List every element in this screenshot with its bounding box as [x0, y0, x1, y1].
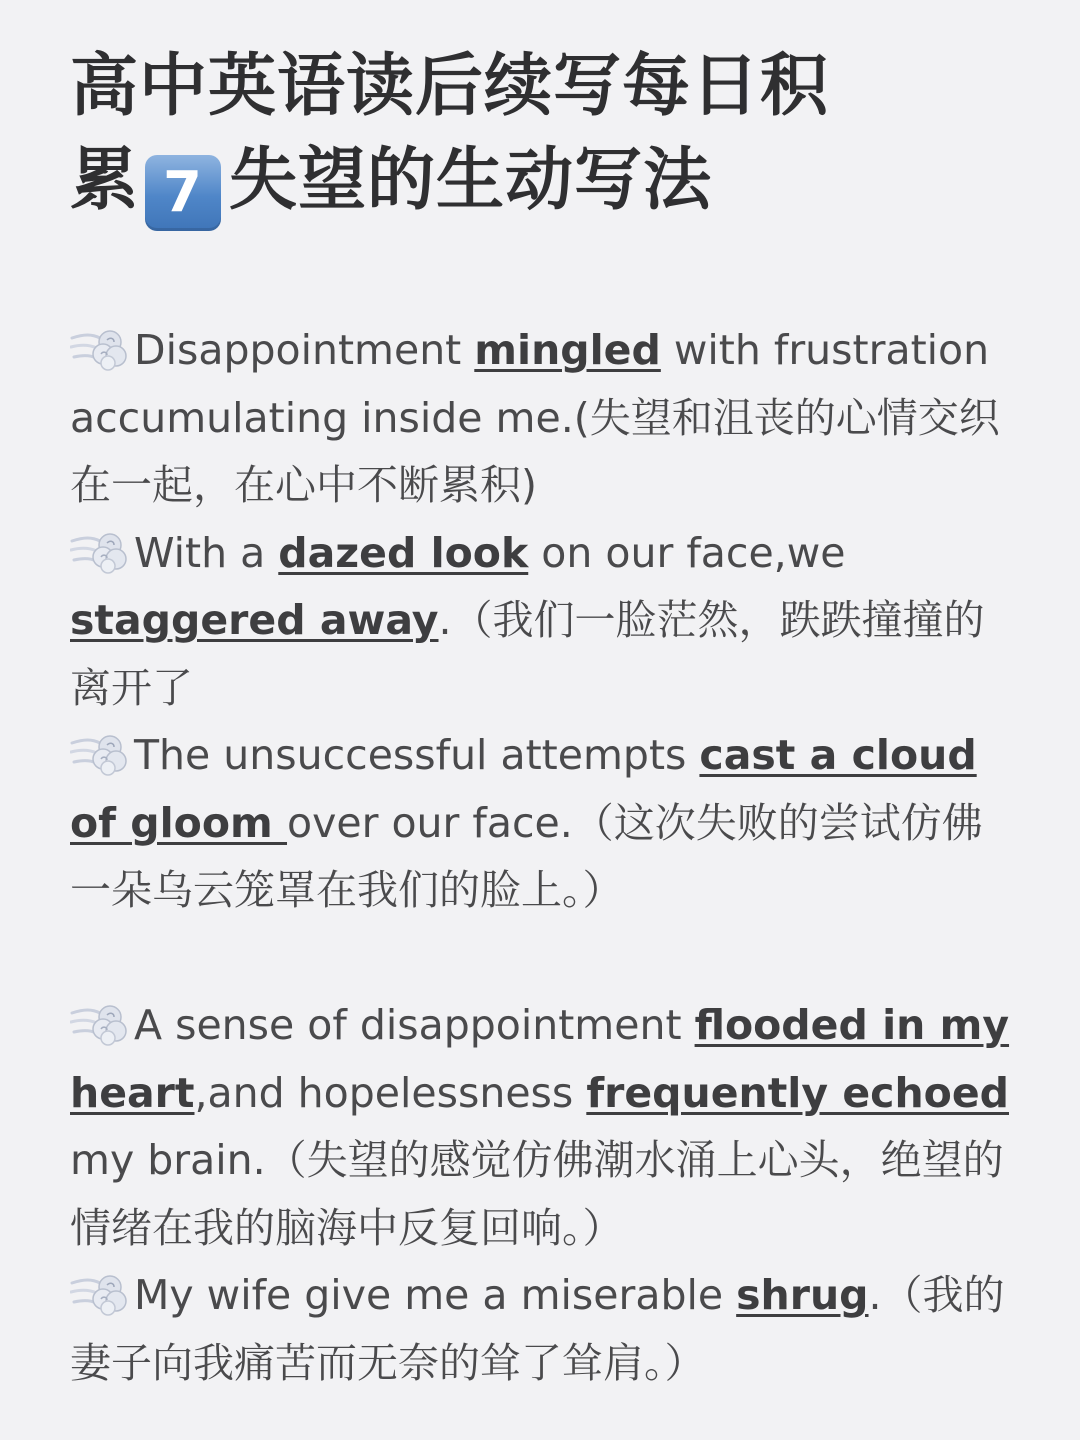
title-line-1: 高中英语读后续写每日积 [70, 47, 830, 126]
dashing-away-icon [70, 729, 128, 777]
sentence-text: .（我的妻子向我痛苦而无奈的耸了耸肩。） [70, 1271, 1005, 1387]
sentence-list [70, 317, 1020, 1397]
sentence-text: A sense of disappointment [134, 1001, 695, 1049]
note-content [70, 40, 1020, 1397]
key-phrase: flooded in my heart [70, 1001, 1010, 1117]
dashing-away-icon [70, 1269, 128, 1317]
sentence-text: The unsuccessful attempts [134, 731, 700, 779]
sentence-item [70, 992, 1020, 1262]
key-phrase: cast a cloud of gloom [70, 731, 977, 847]
dashing-away-icon [70, 999, 128, 1047]
title-line-2-prefix: 累 [70, 141, 140, 220]
sentence-text: over our face.（这次失败的尝试仿佛一朵乌云笼罩在我们的脸上。） [70, 798, 983, 914]
sentence-item [70, 317, 1020, 520]
sentence-item [70, 722, 1020, 925]
title-line-2-suffix: 失望的生动写法 [229, 141, 713, 220]
sentence-item [70, 520, 1020, 723]
key-phrase: mingled [474, 326, 661, 374]
sentence-text: My wife give me a miserable [134, 1271, 737, 1319]
paragraph-gap [70, 925, 1020, 993]
keycap-number-badge: 7 [145, 155, 221, 231]
sentence-item [70, 1262, 1020, 1397]
key-phrase: staggered away [70, 596, 439, 644]
page-title [70, 40, 1020, 231]
key-phrase: shrug [736, 1271, 869, 1319]
sentence-text: Disappointment [134, 326, 475, 374]
key-phrase: dazed look [278, 528, 529, 577]
sentence-text: with frustration accumulating inside me.(失望和沮丧的心情交织在一起，在心中不断累积) [70, 326, 1000, 509]
sentence-text: ,and hopelessness [194, 1068, 587, 1117]
sentence-text: on our face,we [528, 528, 846, 577]
key-phrase: frequently echoed [586, 1068, 1009, 1117]
sentence-text: my brain.（失望的感觉仿佛潮水涌上心头，绝望的情绪在我的脑海中反复回响。） [70, 1136, 1004, 1252]
sentence-text: .（我们一脸茫然，跌跌撞撞的离开了 [70, 596, 985, 712]
dashing-away-icon [70, 527, 128, 575]
sentence-text: With a [134, 528, 279, 577]
dashing-away-icon [70, 324, 128, 372]
